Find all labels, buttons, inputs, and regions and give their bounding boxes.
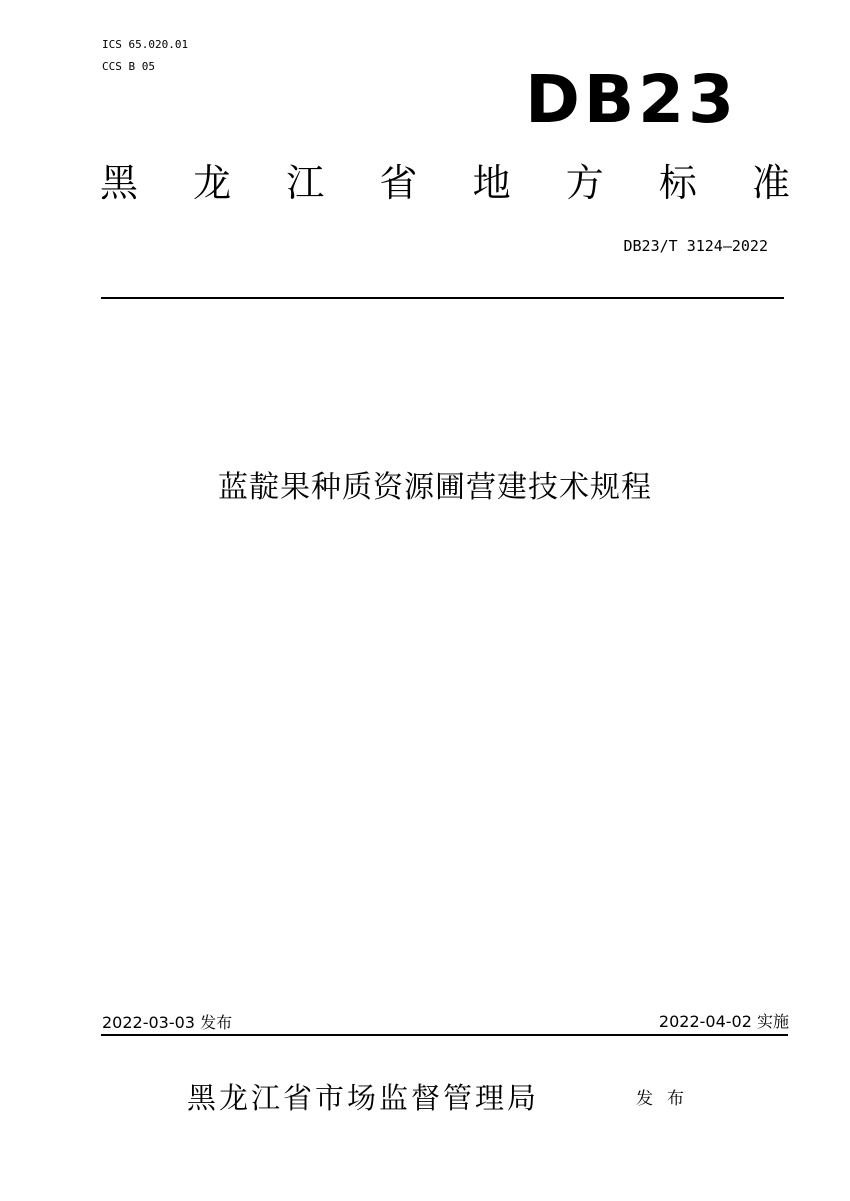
issue-label: 发布	[636, 1089, 698, 1109]
standard-type-char: 地	[472, 161, 511, 205]
implementation-date: 2022-04-02 实施	[658, 1012, 789, 1031]
standard-type-char: 龙	[193, 161, 232, 205]
issuing-authority: 黑龙江省市场监督管理局	[187, 1081, 540, 1115]
ccs-code: CCS B 05	[102, 60, 155, 73]
standard-type-char: 标	[658, 161, 697, 205]
standard-type-char: 黑	[100, 161, 139, 205]
ics-code: ICS 65.020.01	[102, 38, 189, 51]
standard-code-logo: DB23	[525, 61, 738, 138]
top-divider	[101, 297, 784, 299]
standard-number: DB23/T 3124—2022	[623, 237, 768, 255]
document-title: 蓝靛果种质资源圃营建技术规程	[218, 470, 652, 505]
release-date: 2022-03-03 发布	[102, 1013, 233, 1032]
standard-type-char: 省	[379, 161, 418, 205]
standard-type-char: 江	[286, 161, 325, 205]
standard-type-char: 方	[565, 161, 604, 205]
standard-type-char: 准	[751, 161, 790, 205]
bottom-divider	[101, 1034, 788, 1036]
standard-type-heading	[100, 158, 790, 208]
